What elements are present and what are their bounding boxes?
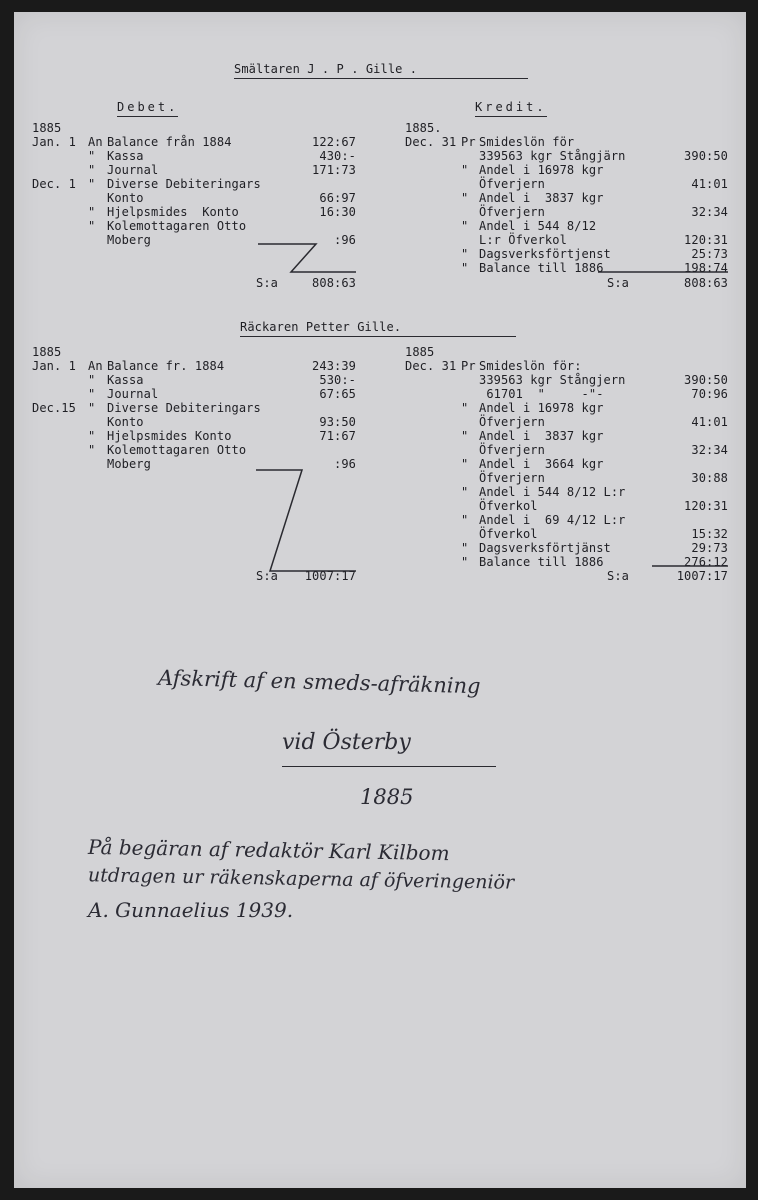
ledger-sum-label: S:a xyxy=(607,569,629,583)
handwritten-place: vid Österby xyxy=(282,730,411,755)
ledger-year: 1885 xyxy=(32,345,62,359)
ledger-prefix: " xyxy=(461,485,469,499)
debet-header: Debet. xyxy=(117,100,178,117)
ledger-entry-text: 61701 " -"- xyxy=(479,387,604,401)
ledger-sum-label: S:a xyxy=(256,276,278,290)
handwritten-note-line3: A. Gunnaelius 1939. xyxy=(88,898,294,922)
ledger-entry-text: Öfverjern xyxy=(479,471,545,485)
ledger-entry-text: Konto xyxy=(107,191,144,205)
ledger-prefix: " xyxy=(88,387,96,401)
ledger-prefix: " xyxy=(88,149,96,163)
handwritten-underline xyxy=(282,766,496,767)
ledger-date: Dec. 1 xyxy=(32,177,76,191)
ledger-sum-amount: 808:63 xyxy=(684,276,728,290)
ledger-entry-text: Andel i 3837 kgr xyxy=(479,191,604,205)
ledger-amount: 93:50 xyxy=(319,415,356,429)
z-line-section2 xyxy=(256,470,356,571)
ledger-prefix: " xyxy=(88,163,96,177)
ledger-amount: 122:67 xyxy=(312,135,356,149)
ledger-date: Dec. 31 xyxy=(405,359,457,373)
ledger-entry-text: Öfverkol xyxy=(479,499,538,513)
ledger-prefix: " xyxy=(88,219,96,233)
ledger-amount: :96 xyxy=(334,233,356,247)
ledger-entry-text: Andel i 3837 kgr xyxy=(479,429,604,443)
ledger-prefix: Pr xyxy=(461,135,476,149)
ledger-amount: 32:34 xyxy=(691,443,728,457)
ledger-amount: 276:12 xyxy=(684,555,728,569)
ledger-year: 1885 xyxy=(32,121,62,135)
account-title-smaltaren: Smältaren J . P . Gille . xyxy=(234,62,528,79)
ledger-amount: 66:97 xyxy=(319,191,356,205)
ledger-amount: 198:74 xyxy=(684,261,728,275)
ledger-entry-text: 339563 kgr Stångjärn xyxy=(479,149,626,163)
ledger-prefix: " xyxy=(461,457,469,471)
ledger-entry-text: Kassa xyxy=(107,373,144,387)
ledger-entry-text: Andel i 3664 kgr xyxy=(479,457,604,471)
ledger-prefix: " xyxy=(88,177,96,191)
ledger-prefix: " xyxy=(461,163,469,177)
ledger-prefix: " xyxy=(88,401,96,415)
ledger-entry-text: Andel i 544 8/12 L:r xyxy=(479,485,626,499)
ledger-date: Jan. 1 xyxy=(32,359,76,373)
ledger-entry-text: Dagsverksförtjenst xyxy=(479,247,611,261)
ledger-date: Dec. 31 xyxy=(405,135,457,149)
ledger-prefix: " xyxy=(88,205,96,219)
ledger-date: Jan. 1 xyxy=(32,135,76,149)
ledger-entry-text: Balance från 1884 xyxy=(107,135,232,149)
ledger-date: Dec.15 xyxy=(32,401,76,415)
z-line-section1 xyxy=(258,244,356,272)
ledger-prefix: " xyxy=(461,555,469,569)
ledger-entry-text: Balance till 1886 xyxy=(479,261,604,275)
ledger-entry-text: Balance till 1886 xyxy=(479,555,604,569)
ledger-prefix: " xyxy=(461,513,469,527)
ledger-entry-text: Andel i 16978 kgr xyxy=(479,163,604,177)
ledger-entry-text: Moberg xyxy=(107,233,151,247)
ledger-amount: 25:73 xyxy=(691,247,728,261)
ledger-prefix: " xyxy=(88,373,96,387)
ledger-entry-text: Kolemottagaren Otto xyxy=(107,219,247,233)
ledger-entry-text: Journal xyxy=(107,163,159,177)
ledger-entry-text: Diverse Debiteringars xyxy=(107,401,261,415)
ledger-amount: 71:67 xyxy=(319,429,356,443)
ledger-amount: 29:73 xyxy=(691,541,728,555)
ledger-amount: 120:31 xyxy=(684,233,728,247)
ledger-year: 1885 xyxy=(405,345,435,359)
ledger-entry-text: Öfverjern xyxy=(479,415,545,429)
ledger-entry-text: Andel i 544 8/12 xyxy=(479,219,597,233)
ledger-amount: 171:73 xyxy=(312,163,356,177)
ledger-prefix: " xyxy=(461,219,469,233)
ledger-prefix: " xyxy=(88,443,96,457)
account-title-rackaren: Räckaren Petter Gille. xyxy=(240,320,516,337)
ledger-amount: 16:30 xyxy=(319,205,356,219)
ledger-amount: :96 xyxy=(334,457,356,471)
ledger-amount: 32:34 xyxy=(691,205,728,219)
ledger-prefix: " xyxy=(461,247,469,261)
kredit-header: Kredit. xyxy=(475,100,547,117)
ledger-entry-text: Hjelpsmides Konto xyxy=(107,429,232,443)
handwritten-year: 1885 xyxy=(360,785,414,809)
ledger-sum-amount: 808:63 xyxy=(312,276,356,290)
ledger-sum-label: S:a xyxy=(256,569,278,583)
ledger-amount: 15:32 xyxy=(691,527,728,541)
ledger-sum-label: S:a xyxy=(607,276,629,290)
ledger-entry-text: Kolemottagaren Otto xyxy=(107,443,247,457)
ledger-entry-text: Balance fr. 1884 xyxy=(107,359,225,373)
ledger-entry-text: 339563 kgr Stångjern xyxy=(479,373,626,387)
ledger-entry-text: Smideslön för xyxy=(479,135,575,149)
ledger-entry-text: Andel i 16978 kgr xyxy=(479,401,604,415)
ledger-amount: 67:65 xyxy=(319,387,356,401)
ledger-entry-text: Hjelpsmides Konto xyxy=(107,205,239,219)
handwritten-title: Afskrift af en smeds-afräkning xyxy=(157,665,481,699)
ledger-amount: 30:88 xyxy=(691,471,728,485)
ledger-prefix: Pr xyxy=(461,359,476,373)
ledger-entry-text: Diverse Debiteringars xyxy=(107,177,261,191)
ledger-prefix: An xyxy=(88,135,103,149)
ledger-prefix: " xyxy=(88,429,96,443)
ledger-sum-amount: 1007:17 xyxy=(676,569,728,583)
ledger-sum-amount: 1007:17 xyxy=(304,569,356,583)
ledger-year: 1885. xyxy=(405,121,442,135)
ledger-prefix: An xyxy=(88,359,103,373)
ledger-amount: 390:50 xyxy=(684,373,728,387)
handwritten-note-line2: utdragen ur räkenskaperna af öfveringeniör xyxy=(87,864,515,894)
ledger-entry-text: Öfverkol xyxy=(479,527,538,541)
ledger-prefix: " xyxy=(461,429,469,443)
ledger-entry-text: L:r Öfverkol xyxy=(479,233,567,247)
ledger-amount: 243:39 xyxy=(312,359,356,373)
ledger-entry-text: Smideslön för: xyxy=(479,359,582,373)
ledger-entry-text: Dagsverksförtjänst xyxy=(479,541,611,555)
ledger-amount: 390:50 xyxy=(684,149,728,163)
ledger-amount: 120:31 xyxy=(684,499,728,513)
handwritten-note-line1: På begäran af redaktör Karl Kilbom xyxy=(87,834,450,866)
ledger-entry-text: Öfverjern xyxy=(479,177,545,191)
ledger-prefix: " xyxy=(461,401,469,415)
ledger-amount: 41:01 xyxy=(691,415,728,429)
ledger-entry-text: Konto xyxy=(107,415,144,429)
ledger-prefix: " xyxy=(461,261,469,275)
ledger-amount: 41:01 xyxy=(691,177,728,191)
ledger-entry-text: Journal xyxy=(107,387,159,401)
ledger-prefix: " xyxy=(461,191,469,205)
ledger-amount: 70:96 xyxy=(691,387,728,401)
ledger-entry-text: Öfverjern xyxy=(479,205,545,219)
ledger-entry-text: Andel i 69 4/12 L:r xyxy=(479,513,626,527)
ledger-entry-text: Kassa xyxy=(107,149,144,163)
ledger-prefix: " xyxy=(461,541,469,555)
ledger-amount: 530:- xyxy=(319,373,356,387)
ledger-amount: 430:- xyxy=(319,149,356,163)
ledger-entry-text: Moberg xyxy=(107,457,151,471)
ledger-entry-text: Öfverjern xyxy=(479,443,545,457)
